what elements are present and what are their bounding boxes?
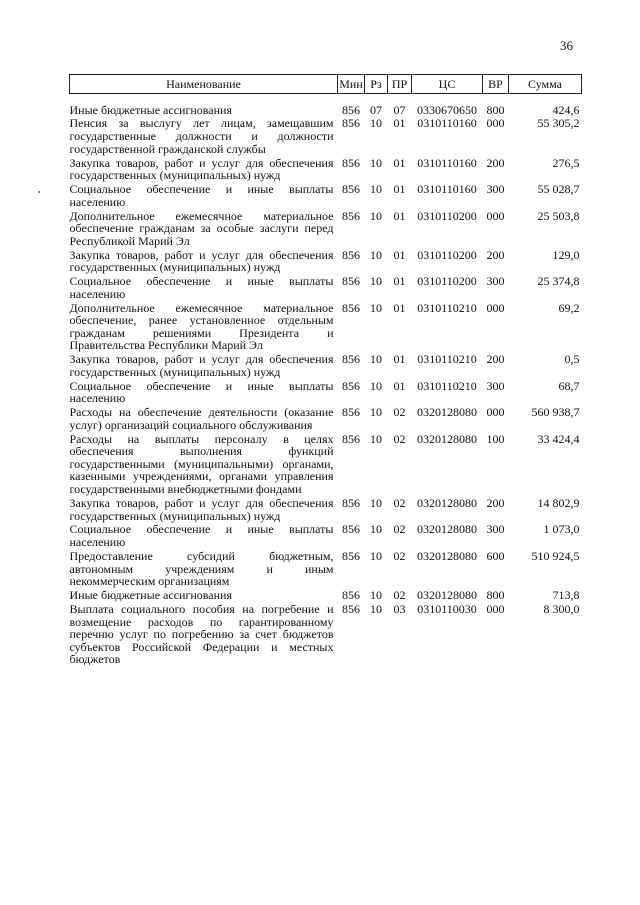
cell-rz: 10 — [370, 495, 382, 510]
cell-rz: 10 — [370, 431, 382, 446]
cell-cs: 0310110210 — [417, 378, 477, 393]
table-row — [70, 117, 582, 156]
cell-vr: 600 — [486, 548, 505, 563]
table-row — [70, 353, 582, 379]
cell-cs: 0320128080 — [417, 588, 477, 603]
cell-pr: 01 — [393, 116, 406, 131]
cell-min: 856 — [342, 352, 360, 367]
cell-min: 856 — [342, 274, 360, 289]
header-pr: ПР — [388, 75, 412, 94]
cell-pr: 02 — [393, 431, 406, 446]
header-rz: Рз — [365, 75, 388, 94]
cell-vr: 200 — [486, 495, 505, 510]
cell-cs: 0310110210 — [417, 300, 477, 315]
cell-vr: 800 — [486, 102, 505, 117]
cell-sum: 8 300,0 — [543, 601, 580, 616]
cell-rz: 10 — [370, 601, 382, 616]
table-row — [70, 183, 582, 209]
cell-rz: 10 — [370, 116, 382, 131]
cell-min: 856 — [342, 247, 360, 262]
cell-vr: 800 — [486, 588, 505, 603]
table-body — [70, 93, 582, 667]
cell-pr: 01 — [393, 182, 406, 197]
cell-pr: 01 — [393, 155, 406, 170]
cell-min: 856 — [342, 378, 360, 393]
cell-pr: 02 — [393, 548, 406, 563]
cell-sum: 33 424,4 — [537, 431, 580, 446]
cell-rz: 10 — [370, 522, 382, 537]
cell-min: 856 — [342, 495, 360, 510]
table-row — [70, 550, 582, 589]
cell-vr: 000 — [486, 601, 505, 616]
cell-name: Дополнительное ежемесячное материальное обеспечение гражданам за особые заслуги перед Республикой Марий Эл — [69, 208, 334, 248]
cell-pr: 01 — [393, 247, 406, 262]
cell-sum: 25 374,8 — [537, 274, 580, 289]
cell-min: 856 — [342, 300, 360, 315]
cell-rz: 10 — [370, 378, 382, 393]
table-row — [70, 249, 582, 275]
table-row — [70, 157, 582, 183]
cell-rz: 10 — [370, 352, 382, 367]
cell-sum: 69,2 — [558, 300, 580, 315]
cell-vr: 200 — [486, 352, 505, 367]
cell-min: 856 — [342, 588, 360, 603]
header-cs: ЦС — [412, 75, 483, 94]
cell-sum: 424,6 — [552, 102, 580, 117]
cell-rz: 10 — [370, 155, 382, 170]
cell-name: Пенсия за выслугу лет лицам, замещавшим государственные должности и должности государственной гражданской службы — [69, 116, 334, 156]
cell-min: 856 — [342, 102, 360, 117]
cell-min: 856 — [342, 182, 360, 197]
cell-cs: 0320128080 — [417, 405, 477, 420]
table-row — [70, 406, 582, 432]
cell-vr: 300 — [486, 274, 505, 289]
cell-vr: 000 — [486, 405, 505, 420]
cell-name: Закупка товаров, работ и услуг для обеспечения государственных (муниципальных) нужд — [69, 352, 334, 379]
cell-cs: 0330670650 — [417, 102, 477, 117]
cell-name: Выплата социального пособия на погребение и возмещение расходов по гарантированному перечню услуг по погребению за счет бюджетов субъектов Российской Федерации и местных бюджетов — [69, 601, 334, 667]
cell-pr: 02 — [393, 495, 406, 510]
cell-name: Закупка товаров, работ и услуг для обеспечения государственных (муниципальных) нужд — [69, 247, 334, 275]
table-row — [70, 497, 582, 523]
cell-rz: 10 — [370, 247, 382, 262]
cell-rz: 10 — [370, 405, 382, 420]
cell-name: Расходы на обеспечение деятельности (оказание услуг) организаций социального обслуживания — [69, 405, 334, 432]
cell-min: 856 — [342, 548, 360, 563]
table-row — [70, 93, 582, 117]
cell-vr: 200 — [486, 155, 505, 170]
table-row — [70, 302, 582, 354]
table-row — [70, 589, 582, 603]
cell-vr: 100 — [486, 431, 505, 446]
cell-sum: 713,8 — [552, 588, 580, 603]
cell-sum: 560 938,7 — [531, 405, 580, 420]
cell-pr: 07 — [393, 102, 406, 117]
cell-min: 856 — [342, 522, 360, 537]
cell-pr: 03 — [393, 601, 406, 616]
cell-rz: 10 — [370, 182, 382, 197]
cell-vr: 000 — [486, 208, 505, 223]
cell-pr: 02 — [393, 588, 406, 603]
cell-min: 856 — [342, 601, 360, 616]
cell-rz: 10 — [370, 548, 382, 563]
cell-rz: 10 — [370, 208, 382, 223]
cell-pr: 01 — [393, 378, 406, 393]
table-row — [70, 380, 582, 406]
cell-cs: 0310110200 — [417, 247, 477, 262]
cell-cs: 0310110160 — [417, 182, 477, 197]
cell-vr: 300 — [486, 522, 505, 537]
cell-min: 856 — [342, 208, 360, 223]
cell-cs: 0310110200 — [417, 274, 477, 289]
cell-name: Социальное обеспечение и иные выплаты населению — [69, 378, 334, 406]
budget-table — [69, 74, 582, 667]
cell-sum: 1 073,0 — [543, 522, 580, 537]
cell-sum: 510 924,5 — [531, 548, 580, 563]
header-vr: ВР — [483, 75, 509, 94]
cell-name: Социальное обеспечение и иные выплаты населению — [69, 274, 334, 301]
scan-speck — [38, 191, 40, 193]
header-name: Наименование — [70, 75, 338, 94]
cell-name: Расходы на выплаты персоналу в целях обеспечения выполнения функций государственными (муниципальными) органами, казенными учреждениями, органами управления государственными внебюджетными фондами — [69, 431, 334, 497]
cell-cs: 0310110210 — [417, 352, 477, 367]
cell-name: Предоставление субсидий бюджетным, автономным учреждениям и иным некоммерческим организациям — [69, 548, 334, 589]
cell-name: Социальное обеспечение и иные выплаты населению — [69, 522, 334, 550]
cell-cs: 0310110160 — [417, 155, 477, 170]
cell-pr: 01 — [393, 352, 406, 367]
table-row — [70, 275, 582, 301]
cell-cs: 0310110200 — [417, 208, 477, 223]
cell-min: 856 — [342, 116, 360, 131]
cell-sum: 25 503,8 — [537, 208, 580, 223]
cell-pr: 02 — [393, 522, 406, 537]
cell-sum: 129,0 — [552, 247, 580, 262]
cell-cs: 0320128080 — [417, 495, 477, 510]
table-row — [70, 210, 582, 249]
cell-rz: 10 — [370, 300, 382, 315]
cell-vr: 200 — [486, 247, 505, 262]
cell-sum: 14 802,9 — [537, 495, 580, 510]
page-number: 36 — [560, 38, 573, 53]
cell-pr: 02 — [393, 405, 406, 420]
cell-pr: 01 — [393, 208, 406, 223]
cell-name: Иные бюджетные ассигнования — [69, 588, 232, 603]
cell-vr: 300 — [486, 182, 505, 197]
cell-pr: 01 — [393, 274, 406, 289]
cell-cs: 0310110030 — [417, 601, 477, 616]
cell-min: 856 — [342, 155, 360, 170]
table-row — [70, 433, 582, 497]
cell-sum: 0,5 — [564, 352, 580, 367]
cell-name: Закупка товаров, работ и услуг для обеспечения государственных (муниципальных) нужд — [69, 495, 334, 523]
cell-sum: 55 305,2 — [537, 116, 580, 131]
cell-cs: 0320128080 — [417, 522, 477, 537]
cell-min: 856 — [342, 405, 360, 420]
header-sum: Сумма — [509, 75, 582, 94]
cell-rz: 10 — [370, 588, 382, 603]
cell-sum: 276,5 — [552, 155, 580, 170]
cell-cs: 0310110160 — [417, 116, 477, 131]
cell-cs: 0320128080 — [417, 431, 477, 446]
cell-name: Дополнительное ежемесячное материальное обеспечение, ранее установленное отдельным гражданам решениями Президента и Правительства Республики Марий Эл — [69, 300, 334, 353]
cell-vr: 000 — [486, 300, 505, 315]
cell-cs: 0320128080 — [417, 548, 477, 563]
cell-pr: 01 — [393, 300, 406, 315]
cell-vr: 000 — [486, 116, 505, 131]
cell-sum: 68,7 — [558, 378, 580, 393]
cell-name: Социальное обеспечение и иные выплаты населению — [69, 182, 334, 209]
table-row — [70, 523, 582, 549]
cell-name: Иные бюджетные ассигнования — [69, 102, 232, 117]
cell-sum: 55 028,7 — [537, 182, 580, 197]
header-min: Мин — [338, 75, 365, 94]
cell-min: 856 — [342, 431, 360, 446]
table-row — [70, 603, 582, 667]
cell-rz: 07 — [370, 102, 382, 117]
header-row — [70, 75, 582, 94]
cell-name: Закупка товаров, работ и услуг для обеспечения государственных (муниципальных) нужд — [69, 155, 334, 183]
cell-vr: 300 — [486, 378, 505, 393]
cell-rz: 10 — [370, 274, 382, 289]
